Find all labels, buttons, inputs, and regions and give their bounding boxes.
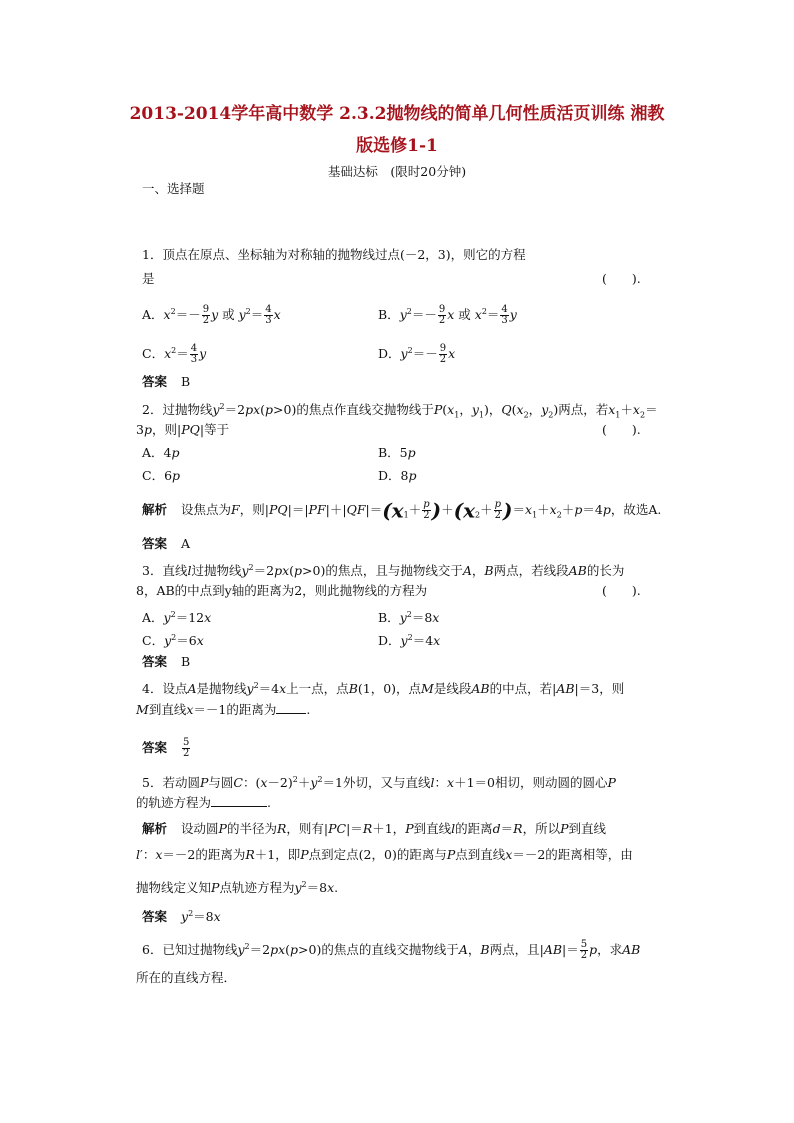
q3-option-b: B．$y^2=8x$ <box>378 610 440 626</box>
title-line-1: 2013-2014学年高中数学 2.3.2抛物线的简单几何性质活页训练 湘教 <box>129 104 665 124</box>
q2-option-c: C．6p <box>142 468 181 483</box>
q3-stem: 3．直线l过抛物线$y^2=2px(p>0)$的焦点，且与抛物线交于A，B两点，若线段AB的长为 <box>142 563 625 579</box>
q3-option-d: D．$y^2=4x$ <box>378 633 441 649</box>
q1-option-c: C．$x^2=$ $\frac{4}{3}$ y <box>142 343 207 366</box>
q4-answer: 答案 $\frac{5}{2}$ <box>142 737 190 759</box>
q1-option-a: A．$x^2=-$ $\frac{9}{2}$ y 或 $y^2=$ $\frac{4}{3}$ x <box>142 304 281 327</box>
q2-stem: 2．过抛物线$y^2=2px(p>0)$的焦点作直线交抛物线于$P(x_1$，$y_1$)，$Q(x_2$，$y_2$)两点，若$x_1+x_2=$ <box>142 402 658 420</box>
q1-stem: 1．顶点在原点、坐标轴为对称轴的抛物线过点(－2，3)，则它的方程 <box>142 247 526 262</box>
q3-option-c: C．$y^2=6x$ <box>142 633 204 649</box>
q6-stem-2: 所在的直线方程． <box>136 970 237 985</box>
q2-analysis: 解析 设焦点为F，则$|PQ|=|PF|+|QF|=(x_1+$ $\frac{p}{2}$ )$+(x_2+$ $\frac{p}{2}$ )$=x_1+x_2+p=4p$，故选A. <box>142 498 662 523</box>
subtitle: 基础达标 (限时20分钟) <box>327 164 467 179</box>
q1-paren: ( ). <box>602 271 641 286</box>
title-line-2: 版选修1-1 <box>356 136 438 156</box>
q5-answer: 答案 $y^2=8x$ <box>142 909 221 925</box>
q1-option-d: D．$y^2=-$ $\frac{9}{2}$ x <box>378 343 456 366</box>
q5-stem: 5．若动圆P与圆C：$(x-2)^2+y^2=1$外切，又与直线l：x＋1＝0相切，则动圆的圆心P <box>142 775 616 791</box>
q5-stem-2: 的轨迹方程为 . <box>136 795 271 810</box>
q2-stem-2: 3p，则|PQ|等于 <box>136 422 230 437</box>
q3-stem-2: 8，AB的中点到y轴的距离为2，则此抛物线的方程为 <box>136 583 428 598</box>
q3-paren: ( ). <box>602 583 641 598</box>
q2-option-b: B．5p <box>378 445 416 460</box>
q1-answer: 答案 B <box>142 374 191 389</box>
q3-option-a: A．$y^2=12x$ <box>142 610 212 626</box>
q2-option-a: A．4p <box>142 445 180 460</box>
q5-analysis-2: l′：x＝－2的距离为R＋1，即P点到定点(2，0)的距离与P点到直线x＝－2的距离相等，由 <box>136 847 633 862</box>
q2-answer: 答案 A <box>142 536 191 551</box>
q1-option-b: B．$y^2=-$ $\frac{9}{2}$ x 或 $x^2=$ $\frac{4}{3}$ y <box>378 304 517 327</box>
section-heading: 一、选择题 <box>142 181 205 196</box>
q5-analysis-1: 解析 设动圆P的半径为R，则有|PC|＝R＋1，P到直线l的距离d＝R，所以P到直线 <box>142 821 607 836</box>
q2-paren: ( ). <box>602 422 641 437</box>
q2-option-d: D．8p <box>378 468 417 483</box>
q5-analysis-3: 抛物线定义知P点轨迹方程为$y^2=8x$. <box>136 880 339 896</box>
q3-answer: 答案 B <box>142 654 191 669</box>
q6-stem: 6．已知过抛物线$y^2=2px(p>0)$的焦点的直线交抛物线于A，B两点，且|AB|＝ $\frac{5}{2}$ p，求AB <box>142 939 641 962</box>
q1-stem-2: 是 <box>142 271 155 286</box>
q4-stem: 4．设点A是抛物线$y^2=4x$上一点，点B(1，0)，点M是线段AB的中点，若|AB|＝3，则 <box>142 681 625 697</box>
doc-title <box>100 98 694 162</box>
q4-stem-2: M到直线x＝－1的距离为 . <box>136 702 311 717</box>
